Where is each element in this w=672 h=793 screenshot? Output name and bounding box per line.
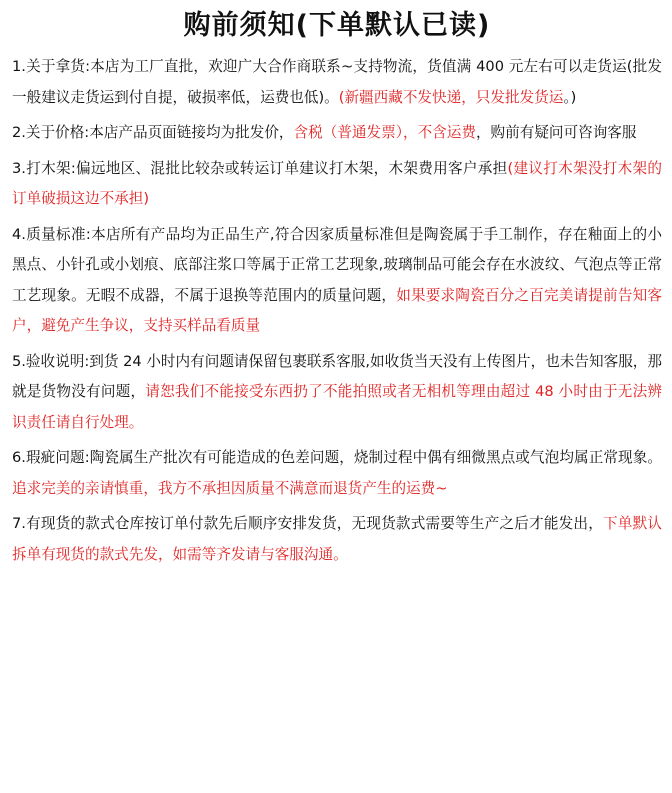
notice-item-4 [12, 220, 662, 342]
notice-1-tail: 。) [563, 88, 577, 106]
notice-item-6 [12, 443, 662, 504]
notice-item-2 [12, 118, 662, 149]
notice-5-highlight: 请恕我们不能接受东西扔了不能拍照或者无相机等理由超过 48 小时由于无法辨识责任请自行处理。 [12, 383, 662, 431]
notice-item-7 [12, 509, 662, 570]
notice-4-text: 4.质量标准:本店所有产品均为正品生产,符合因家质量标准但是陶瓷属于手工制作，存在釉面上的小黑点、小针孔或小划痕、底部注浆口等属于正常工艺现象,玻璃制品可能会存在水波纹、气泡点等正常工艺现象。无暇不成器，不属于退换等范围内的质量问题， [12, 225, 662, 304]
notice-3-highlight: (建议打木架没打木架的订单破损这边不承担) [12, 159, 662, 207]
notice-item-3 [12, 154, 662, 215]
notice-6-highlight: 追求完美的亲请慎重，我方不承担因质量不满意而退货产生的运费~ [12, 479, 448, 497]
notice-5-text: 5.验收说明:到货 24 小时内有问题请保留包裹联系客服,如收货当天没有上传图片，也未告知客服，那就是货物没有问题， [12, 352, 662, 400]
notice-3-text: 3.打木架:偏远地区、混批比较杂或转运订单建议打木架，木架费用客户承担 [12, 159, 508, 177]
notice-1-text: 1.关于拿货:本店为工厂直批，欢迎广大合作商联系~支持物流，货值满 400 元左右可以走货运(批发一般建议走货运到付自提，破损率低，运费也低)。 [12, 58, 662, 106]
notice-1-highlight: (新疆西藏不发快递，只发批发货运 [338, 88, 564, 106]
notice-item-1 [12, 52, 662, 113]
notice-2-tail: ，购前有疑问可咨询客服 [475, 124, 637, 141]
notice-6-text: 6.瑕疵问题:陶瓷属生产批次有可能造成的色差问题，烧制过程中偶有细微黑点或气泡均属正常现象。 [12, 449, 662, 466]
notice-2-highlight: 含税（普通发票），不含运费 [293, 124, 476, 141]
notice-7-text: 7.有现货的款式仓库按订单付款先后顺序安排发货，无现货款式需要等生产之后才能发出， [12, 515, 604, 532]
notice-4-highlight: 如果要求陶瓷百分之百完美请提前告知客户，避免产生争议，支持买样品看质量 [12, 286, 662, 334]
notice-7-highlight: 下单默认拆单有现货的款式先发，如需等齐发请与客服沟通。 [12, 515, 662, 563]
page-title: 购前须知(下单默认已读) [183, 10, 491, 41]
notice-item-5 [12, 347, 662, 439]
notice-2-text: 2.关于价格:本店产品页面链接均为批发价， [12, 124, 294, 141]
